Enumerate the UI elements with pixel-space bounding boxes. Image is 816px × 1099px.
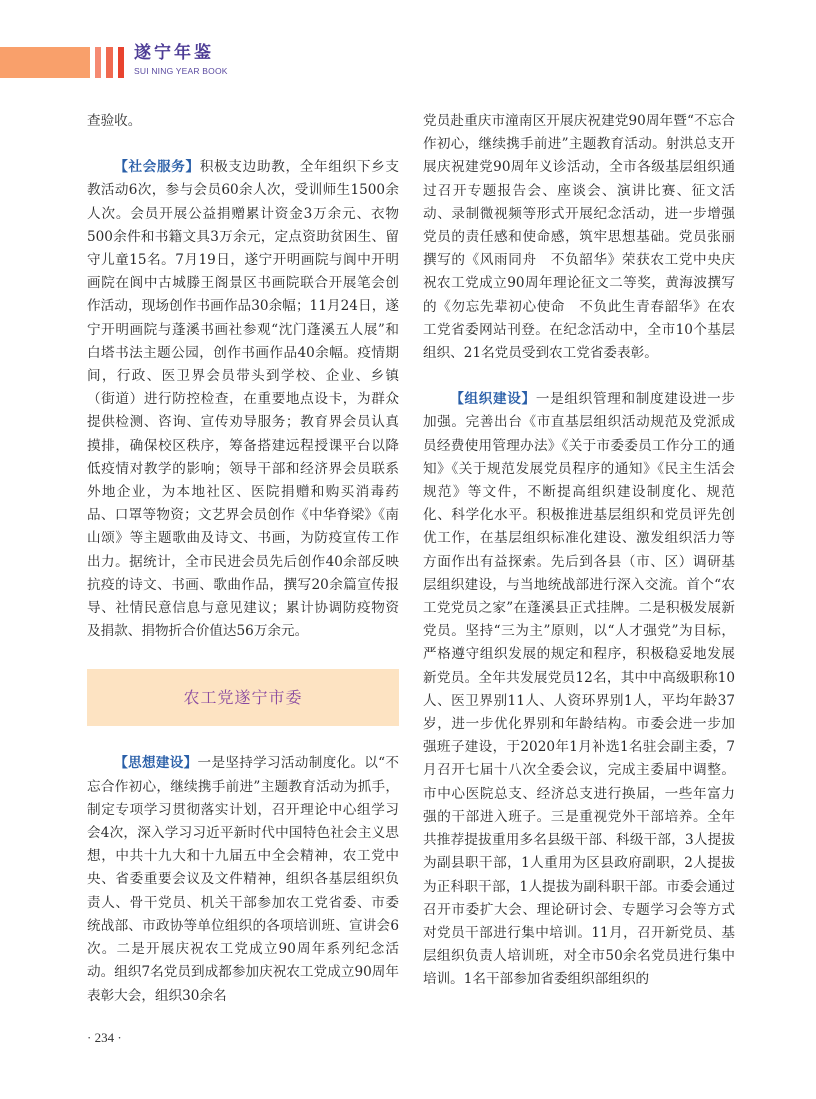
page-number: · 234 · [87, 1030, 122, 1045]
section-title: 农工党遂宁市委 [183, 687, 303, 707]
header-bars [0, 47, 130, 78]
header-stripe-2 [106, 47, 113, 78]
section-heading-box [87, 669, 399, 726]
paragraph-text: 积极支边助教，全年组织下乡支教活动6次，参与会员60余人次，受训师生1500余人次。会员开展公益捐赠累计资金3万余元、衣物500余件和书籍文具3万余元，定点资助贫困生、留守儿童15名。7月19日，遂宁开明画院与阆中开明画院在阆中古城滕王阁景区书画院联合开展笔会创作活动，现场创作书画作品30余幅；11月24日，遂宁开明画院与蓬溪书画社参观“沈门蓬溪五人展”和白塔书法主题公园，创作书画作品40余幅。疫情期间，行政、医卫界会员带头到学校、企业、乡镇（街道）进行防控检查，在重要地点设卡，为群众提供检测、咨询、宣传劝导服务；教育界会员认真摸排，确保校区秩序，筹备搭建远程授课平台以降低疫情对教学的影响；领导干部和经济界会员联系外地企业，为本地社区、医院捐赠和购买消毒药品、口罩等物资；文艺界会员创作《中华脊梁》《南山颂》等主题歌曲及诗文、书画，为防疫宣传工作出力。据统计，全市民进会员先后创作40余部反映抗疫的诗文、书画、歌曲作品，撰写20余篇宣传报导、社情民意信息与意见建议；累计协调防疫物资及捐款、捐物折合价值达56万余元。 [87, 159, 400, 640]
paragraph-continuation: 党员赴重庆市潼南区开展庆祝建党90周年暨“不忘合作初心，继续携手前进”主题教育活动。射洪总支开展庆祝建党90周年义诊活动，全市各级基层组织通过召开专题报告会、座谈会、演讲比赛、征文活动、录制微视频等形式开展纪念活动，进一步增强党员的责任感和使命感，筑牢思想基础。党员张丽撰写的《风雨同舟 不负韶华》荣获农工党中央庆祝农工党成立90周年理论征文二等奖，黄海波撰写的《勿忘先辈初心使命 不负此生青春韶华》在农工党省委网站刊登。在纪念活动中，全市10个基层组织、21名党员受到农工党省委表彰。 [423, 113, 735, 362]
right-column [423, 110, 735, 992]
section-tag-organization-building: 【组织建设】 [450, 391, 536, 408]
paragraph-ideological-building [87, 752, 399, 1007]
paragraph-social-service [87, 156, 399, 643]
two-column-body [87, 110, 735, 1008]
header-stripe-3 [118, 47, 124, 78]
section-tag-ideological-building: 【思想建设】 [114, 755, 198, 772]
yearbook-title-en: SUI NING YEAR BOOK [134, 66, 228, 76]
paragraph-continuation: 查验收。 [87, 113, 142, 129]
yearbook-brand [134, 42, 228, 77]
paragraph-organization-building [423, 388, 735, 991]
yearbook-title-cn: 遂宁年鉴 [134, 43, 214, 63]
paragraph-text: 一是组织管理和制度建设进一步加强。完善出台《市直基层组织活动规范及党派成员经费使用管理办法》《关于市委委员工作分工的通知》《关于规范发展党员程序的通知》《民主生活会规范》等文件，不断提高组织建设制度化、规范化、科学化水平。积极推进基层组织和党员评先创优工作，在基层组织标准化建设、激发组织活力等方面作出有益探索。先后到各县（市、区）调研基层组织建设，与当地统战部进行深入交流。首个“农工党党员之家”在蓬溪县正式挂牌。二是积极发展新党员。坚持“三为主”原则，以“人才强党”为目标，严格遵守组织发展的规定和程序，积极稳妥地发展新党员。全年共发展党员12名，其中中高级职称10人、医卫界别11人、人资环界别1人，平均年龄37岁，进一步优化界别和年龄结构。市委会进一步加强班子建设，于2020年1月补选1名驻会副主委，7月召开七届十八次全委会议，完成主委届中调整。市中心医院总支、经济总支进行换届，一些年富力强的干部进入班子。三是重视党外干部培养。全年共推荐提拔重用多名县级干部、科级干部，3人提拔为副县职干部，1人重用为区县政府副职，2人提拔为正科职干部，1人提拔为副科职干部。市委会通过召开市委扩大会、理论研讨会、专题学习会等方式对党员干部进行集中培训。11月，召开新党员、基层组织负责人培训班，对全市50余名党员进行集中培训。1名干部参加省委组织部组织的 [423, 391, 736, 988]
section-tag-social-service: 【社会服务】 [114, 159, 200, 176]
paragraph-text: 一是坚持学习活动制度化。以“不忘合作初心，继续携手前进”主题教育活动为抓手，制定专项学习贯彻落实计划，召开理论中心组学习会4次，深入学习习近平新时代中国特色社会主义思想，中共十九大和十九届五中全会精神，农工党中央、省委重要会议及文件精神，组织各基层组织负责人、骨干党员、机关干部参加农工党省委、市委统战部、市政协等单位组织的各项培训班、宣讲会6次。二是开展庆祝农工党成立90周年系列纪念活动。组织7名党员到成都参加庆祝农工党成立90周年表彰大会，组织30余名 [87, 755, 399, 1004]
header-stripe-1 [95, 47, 101, 78]
header-bar-main [0, 47, 90, 78]
left-column [87, 110, 399, 1008]
